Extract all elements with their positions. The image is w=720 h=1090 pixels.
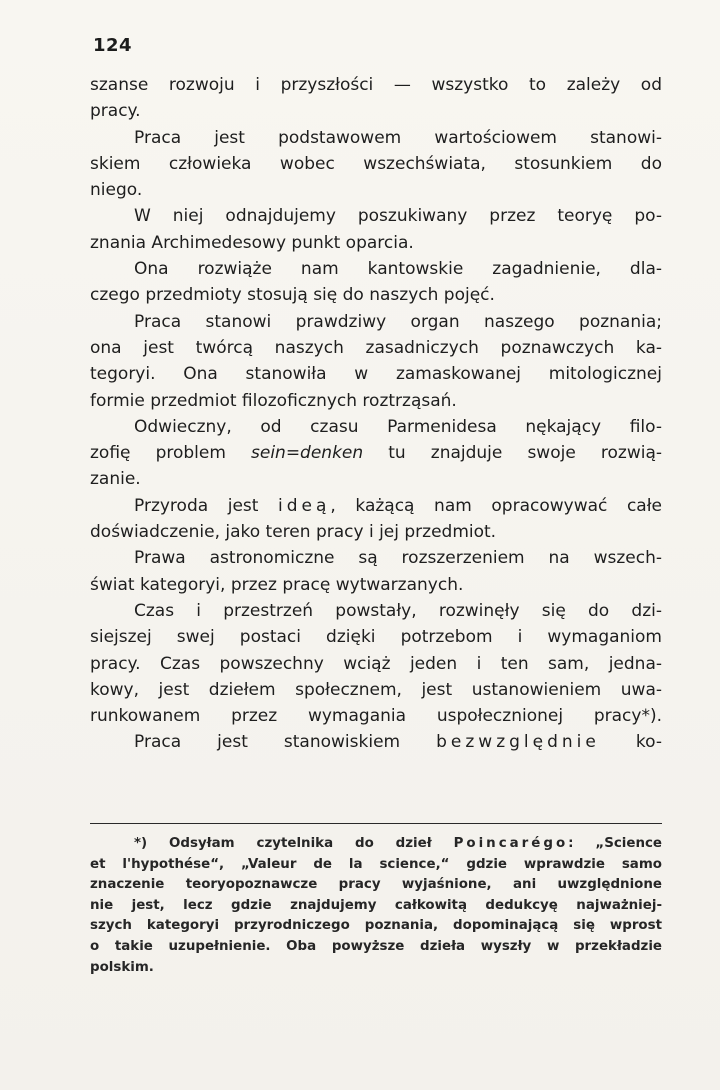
text-line: pracy.	[90, 101, 141, 122]
text-line: Ona rozwiąże nam kantowskie zagadnienie, dla-	[134, 259, 662, 280]
text-line: pracy. Czas powszechny wciąż jeden i ten sam, jedna-	[90, 653, 662, 674]
spaced-term: bezwzględnie	[436, 732, 600, 753]
text-line: ona jest twórcą naszych zasadniczych poznawczych ka-	[90, 337, 662, 358]
text-line: skiem człowieka wobec wszechświata, stosunkiem do	[90, 153, 662, 174]
text-segment: zofię problem	[90, 443, 251, 464]
text-line: Czas i przestrzeń powstały, rozwinęły się do dzi-	[134, 600, 662, 621]
text-line: kowy, jest dziełem społecznem, jest ustanowieniem uwa-	[90, 679, 662, 700]
text-line: niego.	[90, 180, 143, 201]
spaced-term: ideą	[278, 495, 331, 516]
paragraph-7	[90, 493, 662, 546]
paragraph-9	[90, 598, 662, 729]
text-line: Prawa astronomiczne są rozszerzeniem na wszech-	[134, 548, 662, 569]
footnote-line: nie jest, lecz gdzie znajdujemy całkowitą dedukcyę najważniej-	[90, 897, 662, 913]
paragraph-6	[90, 414, 662, 493]
text-line: runkowanem przez wymagania uspołecznionej pracy*).	[90, 706, 662, 727]
italic-term: sein=denken	[251, 443, 364, 464]
text-segment: , każącą nam opracowywać całe	[330, 495, 663, 516]
text-segment: Praca jest stanowiskiem	[134, 732, 437, 753]
text-line: Praca jest podstawowem wartościowem stanowi-	[134, 127, 662, 148]
text-line: siejszej swej postaci dzięki potrzebom i wymaganiom	[90, 627, 662, 648]
text-line: doświadczenie, jako teren pracy i jej przedmiot.	[90, 522, 497, 543]
paragraph-10	[90, 729, 662, 755]
text-segment: : „Science	[568, 836, 662, 851]
footnote-divider	[90, 823, 662, 824]
paragraph-1	[90, 72, 662, 125]
text-line	[90, 440, 662, 466]
text-line: świat kategoryi, przez pracę wytwarzanych.	[90, 574, 464, 595]
text-line	[90, 493, 662, 519]
text-segment: *) Odsyłam czytelnika do dzieł	[134, 836, 454, 851]
paragraph-2	[90, 125, 662, 204]
text-line: tegoryi. Ona stanowiła w zamaskowanej mitologicznej	[90, 364, 662, 385]
spaced-term: Poincarégo	[453, 836, 569, 851]
footnote-line: polskim.	[90, 959, 154, 975]
text-line: czego przedmioty stosują się do naszych pojęć.	[90, 285, 495, 306]
footnote-line: znaczenie teoryopoznawcze pracy wyjaśnione, ani uwzględnione	[90, 877, 662, 893]
footnote	[90, 834, 662, 978]
text-segment: Przyroda jest	[134, 495, 279, 516]
text-segment: tu znajduje swoje rozwią-	[363, 443, 662, 464]
text-line	[90, 729, 662, 755]
footnote-line: o takie uzupełnienie. Oba powyższe dzieła wyszły w przekładzie	[90, 938, 662, 954]
text-line: Odwieczny, od czasu Parmenidesa nękający filo-	[134, 416, 662, 437]
paragraph-4	[90, 256, 662, 309]
text-segment: ko-	[599, 732, 662, 753]
text-line: zanie.	[90, 469, 141, 490]
paragraph-3	[90, 203, 662, 256]
main-text	[90, 72, 662, 756]
paragraph-8	[90, 545, 662, 598]
text-line: Praca stanowi prawdziwy organ naszego poznania;	[134, 311, 662, 332]
text-line: W niej odnajdujemy poszukiwany przez teoryę po-	[134, 206, 662, 227]
text-line: szanse rozwoju i przyszłości — wszystko to zależy od	[90, 75, 662, 95]
page-number: 124	[93, 35, 133, 56]
text-line: znania Archimedesowy punkt oparcia.	[90, 232, 414, 253]
text-line: formie przedmiot filozoficznych roztrząsań.	[90, 390, 457, 411]
footnote-line: szych kategoryi przyrodniczego poznania, dopominającą się wprost	[90, 918, 662, 934]
footnote-line: et l'hypothése“, „Valeur de la science,“ gdzie wprawdzie samo	[90, 856, 662, 872]
paragraph-5	[90, 309, 662, 414]
footnote-line	[90, 834, 662, 855]
